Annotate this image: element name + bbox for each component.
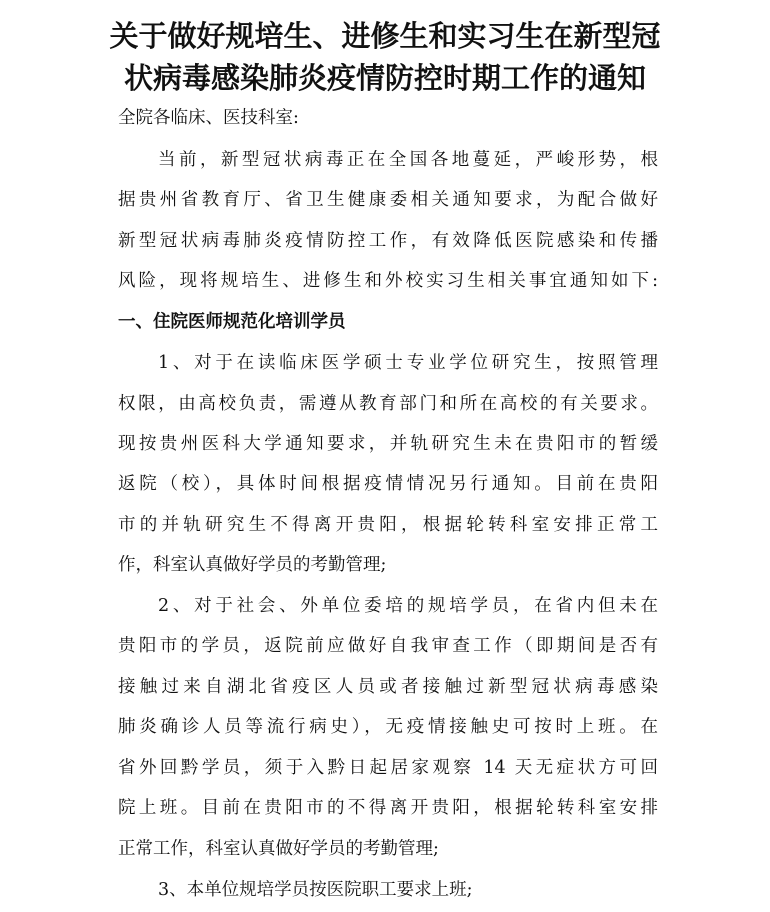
intro-line: 新型冠状病毒肺炎疫情防控工作，有效降低医院感染和传播 xyxy=(118,231,658,251)
document-title-line-2: 状病毒感染肺炎疫情防控时期工作的通知 xyxy=(123,61,646,95)
item-1-line: 作，科室认真做好学员的考勤管理; xyxy=(118,555,387,575)
item-2-line: 接触过来自湖北省疫区人员或者接触过新型冠状病毒感染 xyxy=(118,677,658,697)
item-2-line: 院上班。目前在贵阳市的不得离开贵阳，根据轮转科室安排 xyxy=(118,798,658,818)
item-1-line: 1、对于在读临床医学硕士专业学位研究生，按照管理 xyxy=(158,353,658,373)
item-2-line: 2、对于社会、外单位委培的规培学员，在省内但未在 xyxy=(158,596,658,616)
item-1-line: 现按贵州医科大学通知要求，并轨研究生未在贵阳市的暂缓 xyxy=(118,434,658,454)
item-2-line: 正常工作，科室认真做好学员的考勤管理; xyxy=(118,839,439,859)
item-3-line: 3、本单位规培学员按医院职工要求上班; xyxy=(158,880,473,900)
item-2-line: 贵阳市的学员，返院前应做好自我审查工作（即期间是否有 xyxy=(118,636,658,656)
item-1-line: 权限，由高校负责，需遵从教育部门和所在高校的有关要求。 xyxy=(118,394,658,414)
item-2-line: 省外回黔学员，须于入黔日起居家观察 14 天无症状方可回 xyxy=(118,758,658,778)
intro-line: 风险，现将规培生、进修生和外校实习生相关事宜通知如下: xyxy=(118,271,658,291)
intro-line: 当前，新型冠状病毒正在全国各地蔓延，严峻形势，根 xyxy=(158,150,658,170)
document-title-line-1: 关于做好规培生、进修生和实习生在新型冠 xyxy=(109,19,661,53)
item-1-line: 市的并轨研究生不得离开贵阳，根据轮转科室安排正常工 xyxy=(118,515,658,535)
intro-line: 据贵州省教育厅、省卫生健康委相关通知要求，为配合做好 xyxy=(118,190,658,210)
item-2-line: 肺炎确诊人员等流行病史），无疫情接触史可按时上班。在 xyxy=(118,717,658,737)
item-1-line: 返院（校），具体时间根据疫情情况另行通知。目前在贵阳 xyxy=(118,474,658,494)
salutation: 全院各临床、医技科室: xyxy=(118,108,299,128)
section-heading: 一、住院医师规范化培训学员 xyxy=(118,312,346,332)
